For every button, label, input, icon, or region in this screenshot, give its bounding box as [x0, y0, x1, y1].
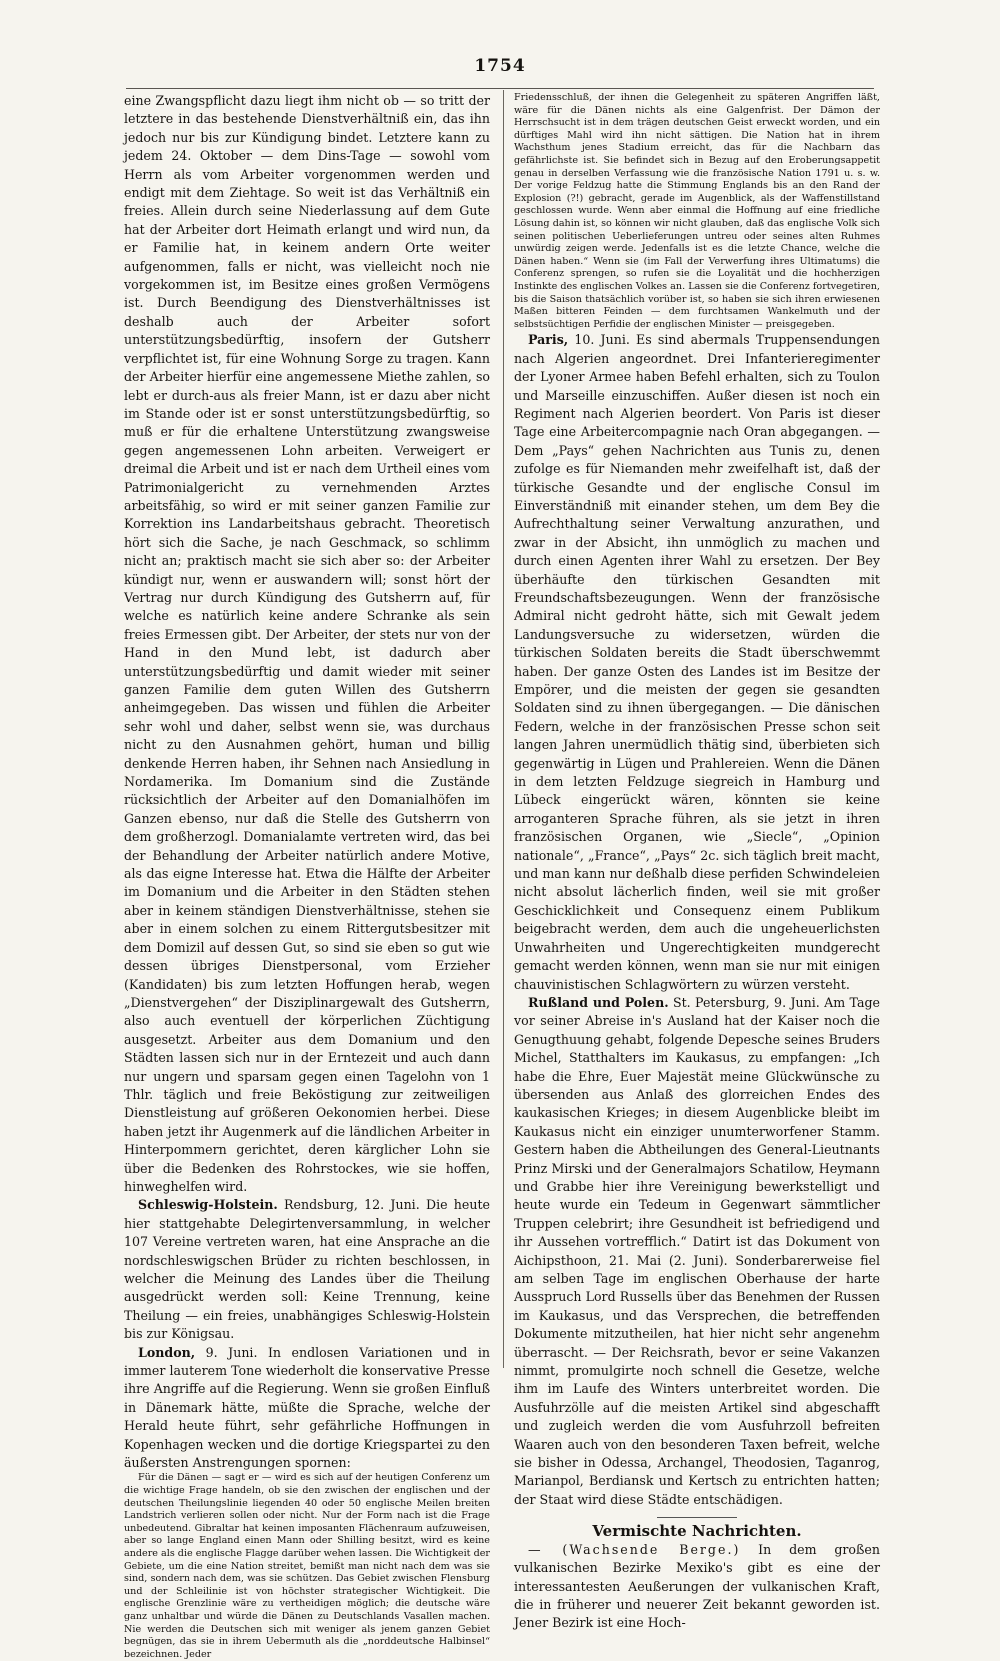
paris-text: 10. Juni. Es sind abermals Truppensendungen nach Algerien angeordnet. Drei Infanterieregimenter der Lyoner Armee haben Befehl erhalten, sich zu Toulon und Marseille einzuschiffen. Außer diesen ist noch ein Regiment nach Algerien beordert. Von Paris ist dieser Tage eine Arbeitercompagnie nach Oran abgegangen. — Dem „Pays“ gehen Nachrichten aus Tunis zu, denen zufolge es für Niemanden mehr zweifelhaft ist, daß der türkische Gesandte und der englische Consul im Einverständniß mit einander stehen, um dem Bey die Aufrechthaltung seiner Verwaltung anzurathen, und zwar in der Absicht, ihn unmöglich zu machen und durch einen Agenten ihrer Wahl zu ersetzen. Der Bey überhäufte den türkischen Gesandten mit Freundschaftsbezeugungen. Wenn der französische Admiral nicht gedroht hätte, sich mit Gewalt jedem Landungsversuche zu widersetzen, würden die türkischen Soldaten bereits die Stadt überschwemmt haben. Der ganze Osten des Landes ist im Besitze der Empörer, und die meisten der gegen sie gesandten Soldaten sind zu ihnen übergegangen. — Die dänischen Federn, welche in der französischen Presse schon seit langen Jahren unermüdlich thätig sind, überbieten sich gegenwärtig in Lügen und Prahlereien. Wenn die Dänen in dem letzten Feldzuge siegreich in Hamburg und Lübeck eingerückt wären, könnten sie keine arroganteren Sprache führen, als sie jetzt in ihren französischen Organen, wie „Siecle“, „Opinion nationale“, „France“, „Pays“ 2c. sich täglich breit macht, und man kann nur deßhalb diese perfiden Schwindeleien nicht absolut lächerlich finden, weil sie mit großer Geschicklichkeit und Consequenz einem Publikum beigebracht werden, dem auch die ungeheuerlichsten Unwahrheiten und Ungerechtigkeiten mundgerecht gemacht werden können, wenn man sie nur mit einigen chauvinistischen Schlagwörtern zu würzen versteht.	[514, 332, 880, 992]
russia-poland-text: St. Petersburg, 9. Juni. Am Tage vor seiner Abreise in's Ausland hat der Kaiser noch die Genugthuung gehabt, folgende Depesche seines Bruders Michel, Statthalters im Kaukasus, zu empfangen: „Ich habe die Ehre, Euer Majestät meine Glückwünsche zu übersenden aus Anlaß des glorreichen Endes des kaukasischen Krieges; in diesem Augenblicke bleibt im Kaukasus nicht ein einziger unumterworfener Stamm. Gestern haben die Abtheilungen des General-Lieutnants Prinz Mirski und der Generalmajors Schatilow, Heymann und Grabbe hier ihre Vereinigung bewerkstelligt und heute wurde ein Tedeum in Gegenwart sämmtlicher Truppen celebrirt; ihre Gesundheit ist befriedigend und ihr Aussehen vortrefflich.“ Datirt ist das Dokument von Aichipsthoon, 21. Mai (2. Juni). Sonderbarerweise fiel am selben Tage im englischen Oberhause der harte Ausspruch Lord Russells über das Benehmen der Russen im Kaukasus, und das Versprechen, die betreffenden Dokumente mitzutheilen, hat hier nicht sehr angenehm überrascht. — Der Reichsrath, bevor er seine Vakanzen nimmt, promulgirte noch schnell die Gesetze, welche ihm im Laufe des Winters unterbreitet worden. Die Ausfuhrzölle auf die meisten Artikel sind abgeschafft und zugleich werden die vom Ausfuhrzoll befreiten Waaren auch von den besonderen Taxen befreit, welche sie bisher in Odessa, Archangel, Theodosien, Taganrog, Marianpol, Berdiansk und Kertsch zu entrichten hatten; der Staat wird diese Städte entschädigen.	[514, 994, 880, 1507]
article-schleswig-holstein	[124, 1196, 490, 1343]
section-heading-miscellaneous: Vermischte Nachrichten.	[592, 1522, 802, 1541]
growing-mountains-text: In dem großen vulkanischen Bezirke Mexiko's gibt es eine der interessantesten Aeußerungen der vulkanischen Kraft, die in früherer und neuerer Zeit bekannt geworden ist. Jener Bezirk ist eine Hoch-	[514, 1541, 880, 1631]
section-divider	[657, 1517, 737, 1518]
schleswig-holstein-dateline: Schleswig-Holstein.	[138, 1197, 278, 1213]
article-london	[124, 1344, 490, 1473]
schleswig-holstein-text: Rendsburg, 12. Juni. Die heute hier stattgehabte Delegirtenversammlung, in welcher 107 Vereine vertreten waren, hat eine Ansprache an die nordschleswigschen Brüder zu richten beschlossen, in welcher die Meinung des Landes über die Theilung ausgedrückt werden soll: Keine Trennung, keine Theilung — ein freies, unabhängiges Schleswig-Holstein bis zur Königsau.	[124, 1197, 490, 1342]
article-growing-mountains	[514, 1541, 880, 1633]
article-mecklenburg-continued: eine Zwangspflicht dazu liegt ihm nicht ob — so tritt der letztere in das bestehende Dienstverhältniß ein, das ihn jedoch nur bis zur Kündigung bindet. Letztere kann zu jedem 24. Oktober — dem Dins-Tage — sowohl vom Herrn als vom Arbeiter vorgenommen werden und endigt mit dem Ziehtage. So weit ist das Verhältniß ein freies. Allein durch seine Niederlassung auf dem Gute hat der Arbeiter dort Heimath erlangt und wird nun, da er Familie hat, in keinem andern Orte weiter aufgenommen, falls er nicht, was vielleicht noch nie vorgekommen ist, im Besitze eines großen Vermögens ist. Durch Beendigung des Dienstverhältnisses ist deshalb auch der Arbeiter sofort unterstützungsbedürftig, insofern der Gutsherr verpflichtet ist, für eine Wohnung Sorge zu tragen. Kann der Arbeiter hierfür eine angemessene Miethe zahlen, so lebt er durch-aus als freier Mann, ist er dazu aber nicht im Stande oder ist er sonst unterstützungsbedürftig, so muß er für die erhaltene Unterstützung zwangsweise gegen angemessenen Lohn arbeiten. Verweigert er dreimal die Arbeit und ist er nach dem Urtheil eines vom Patrimonialgericht zu vernehmenden Arztes arbeitsfähig, so wird er mit seiner ganzen Familie zur Korrektion ins Landarbeitshaus gebracht. Theoretisch hört sich die Sache, je nach Geschmack, so schlimm nicht an; praktisch macht sie sich aber so: der Arbeiter kündigt nur, wenn er auswandern will; sonst hört der Vertrag nur durch Kündigung des Gutsherrn auf, für welche es natürlich keine andere Schranke als sein freies Ermessen gibt. Der Arbeiter, der stets nur von der Hand in den Mund lebt, ist dadurch aber unterstützungsbedürftig und damit wieder mit seiner ganzen Familie dem guten Willen des Gutsherrn anheimgegeben. Das wissen und fühlen die Arbeiter sehr wohl und daher, selbst wenn sie, was durchaus nicht zu den Ausnahmen gehört, human und billig denkende Herren haben, ihr Sehnen nach Ansiedlung in Nordamerika. Im Domanium sind die Zustände rücksichtlich der Arbeiter auf den Domanialhöfen im Ganzen ebenso, nur daß die Stelle des Gutsherrn von dem großherzogl. Domanialamte vertreten wird, das bei der Behandlung der Arbeiter natürlich andere Motive, als das eigne Interesse hat. Etwa die Hälfte der Arbeiter im Domanium und die Arbeiter in den Städten stehen aber in keinem ständigen Dienstverhältnisse, stehen sie aber in einem solchen zu einem Rittergutsbesitzer mit dem Domizil auf dessen Gut, so sind sie eben so gut wie dessen übriges Dienstpersonal, vom Erzieher (Kandidaten) bis zum letzten Hoffungen herab, wegen „Dienstvergehen“ der Disziplinargewalt des Gutsherrn, also auch eventuell der körperlichen Züchtigung ausgesetzt. Arbeiter aus dem Domanium und den Städten lassen sich nur in der Erntezeit und auch dann nur ungern und sparsam gegen einen Tagelohn von 1 Thlr. täglich und freie Beköstigung zur zeitweiligen Dienstleistung auf größeren Oekonomien herbei. Diese haben jetzt ihr Augenmerk auf die ländlichen Arbeiter in Hinterpommern gerichtet, deren kärglicher Lohn sie über die Bedenken des Rohrstockes, wie sie hoffen, hinweghelfen wird.	[124, 93, 490, 1194]
london-herald-quote: Für die Dänen — sagt er — wird es sich auf der heutigen Conferenz um die wichtige Frage handeln, ob sie den zwischen der englischen und der deutschen Theilungslinie liegenden 40 oder 50 englische Meilen breiten Landstrich verlieren sollen oder nicht. Nur der Form nach ist die Frage unbedeutend. Gibraltar hat keinen imposanten Flächenraum aufzuweisen, aber so lange England einen Mann oder Shilling besitzt, wird es keine andere als die englische Flagge darüber wehen lassen. Die Wichtigkeit der Gebiete, um die eine Nation streitet, bemißt man nicht nach dem was sie sind, sondern nach dem, was sie schützen. Das Gebiet zwischen Flensburg und der Schleilinie ist von höchster strategischer Wichtigkeit. Die englische Grenzlinie wäre zu vertheidigen möglich; die deutsche wäre ganz unhaltbar und würde die Dänen zu Deutschlands Vasallen machen. Nie werden die Deutschen sich mit weniger als jenem ganzen Gebiet begnügen, das sie in ihrem Uebermuth als die „norddeutsche Halbinsel“ bezeichnen. Jeder	[124, 1472, 490, 1660]
column-divider	[503, 90, 504, 1368]
article-paris	[514, 331, 880, 994]
london-dateline: London,	[138, 1344, 196, 1360]
article-russia-poland	[514, 994, 880, 1509]
page-number: 1754	[474, 56, 526, 76]
right-column	[514, 92, 880, 1631]
paris-dateline: Paris,	[528, 332, 569, 348]
growing-mountains-lead: — (Wachsende Berge.)	[528, 1541, 741, 1557]
russia-poland-dateline: Rußland und Polen.	[528, 994, 669, 1010]
header-rule	[126, 88, 874, 89]
london-text: 9. Juni. In endlosen Variationen und in immer lauterem Tone wiederholt die konservative Presse ihre Angriffe auf die Regierung. Wenn sie großen Einfluß in Dänemark hätte, müßte die Sprache, welche der Herald heute führt, sehr gefährliche Hoffnungen in Kopenhagen wecken und die dortige Kriegspartei zu den äußersten Anstrengungen spornen:	[124, 1344, 490, 1471]
herald-quote-continued: Friedensschluß, der ihnen die Gelegenheit zu späteren Angriffen läßt, wäre für die Dänen nichts als eine Galgenfrist. Der Dämon der Herrschsucht ist in dem trägen deutschen Geist erweckt worden, und ein dürftiges Mahl wird ihn nicht sättigen. Die Nation hat in ihrem Wachsthum jenes Stadium erreicht, das für die Nachbarn das gefährlichste ist. Sie befindet sich in Bezug auf den Eroberungsappetit genau in derselben Verfassung wie die französische Nation 1791 u. s. w. Der vorige Feldzug hatte die Stimmung Englands bis an den Rand der Explosion (?!) gebracht, gerade im Augenblick, als der Waffenstillstand geschlossen wurde. Wenn aber einmal die Hoffnung auf eine friedliche Lösung dahin ist, so können wir nicht glauben, daß das englische Volk sich seinen politischen Ueberlieferungen untreu oder seines alten Ruhmes unwürdig zeigen werde. Jedenfalls ist es die letzte Chance, welche die Dänen haben.“ Wenn sie (im Fall der Verwerfung ihres Ultimatums) die Conferenz sprengen, so rufen sie die Loyalität und die hochherzigen Instinkte des englischen Volkes an. Lassen sie die Conferenz fortvegetiren, bis die Saison thatsächlich vorüber ist, so haben sie sich ihren erwiesenen Maßen bitteren Feinden — dem furchtsamen Wankelmuth und der selbstsüchtigen Perfidie der englischen Minister — preisgegeben.	[514, 92, 880, 330]
left-column	[124, 92, 490, 1660]
